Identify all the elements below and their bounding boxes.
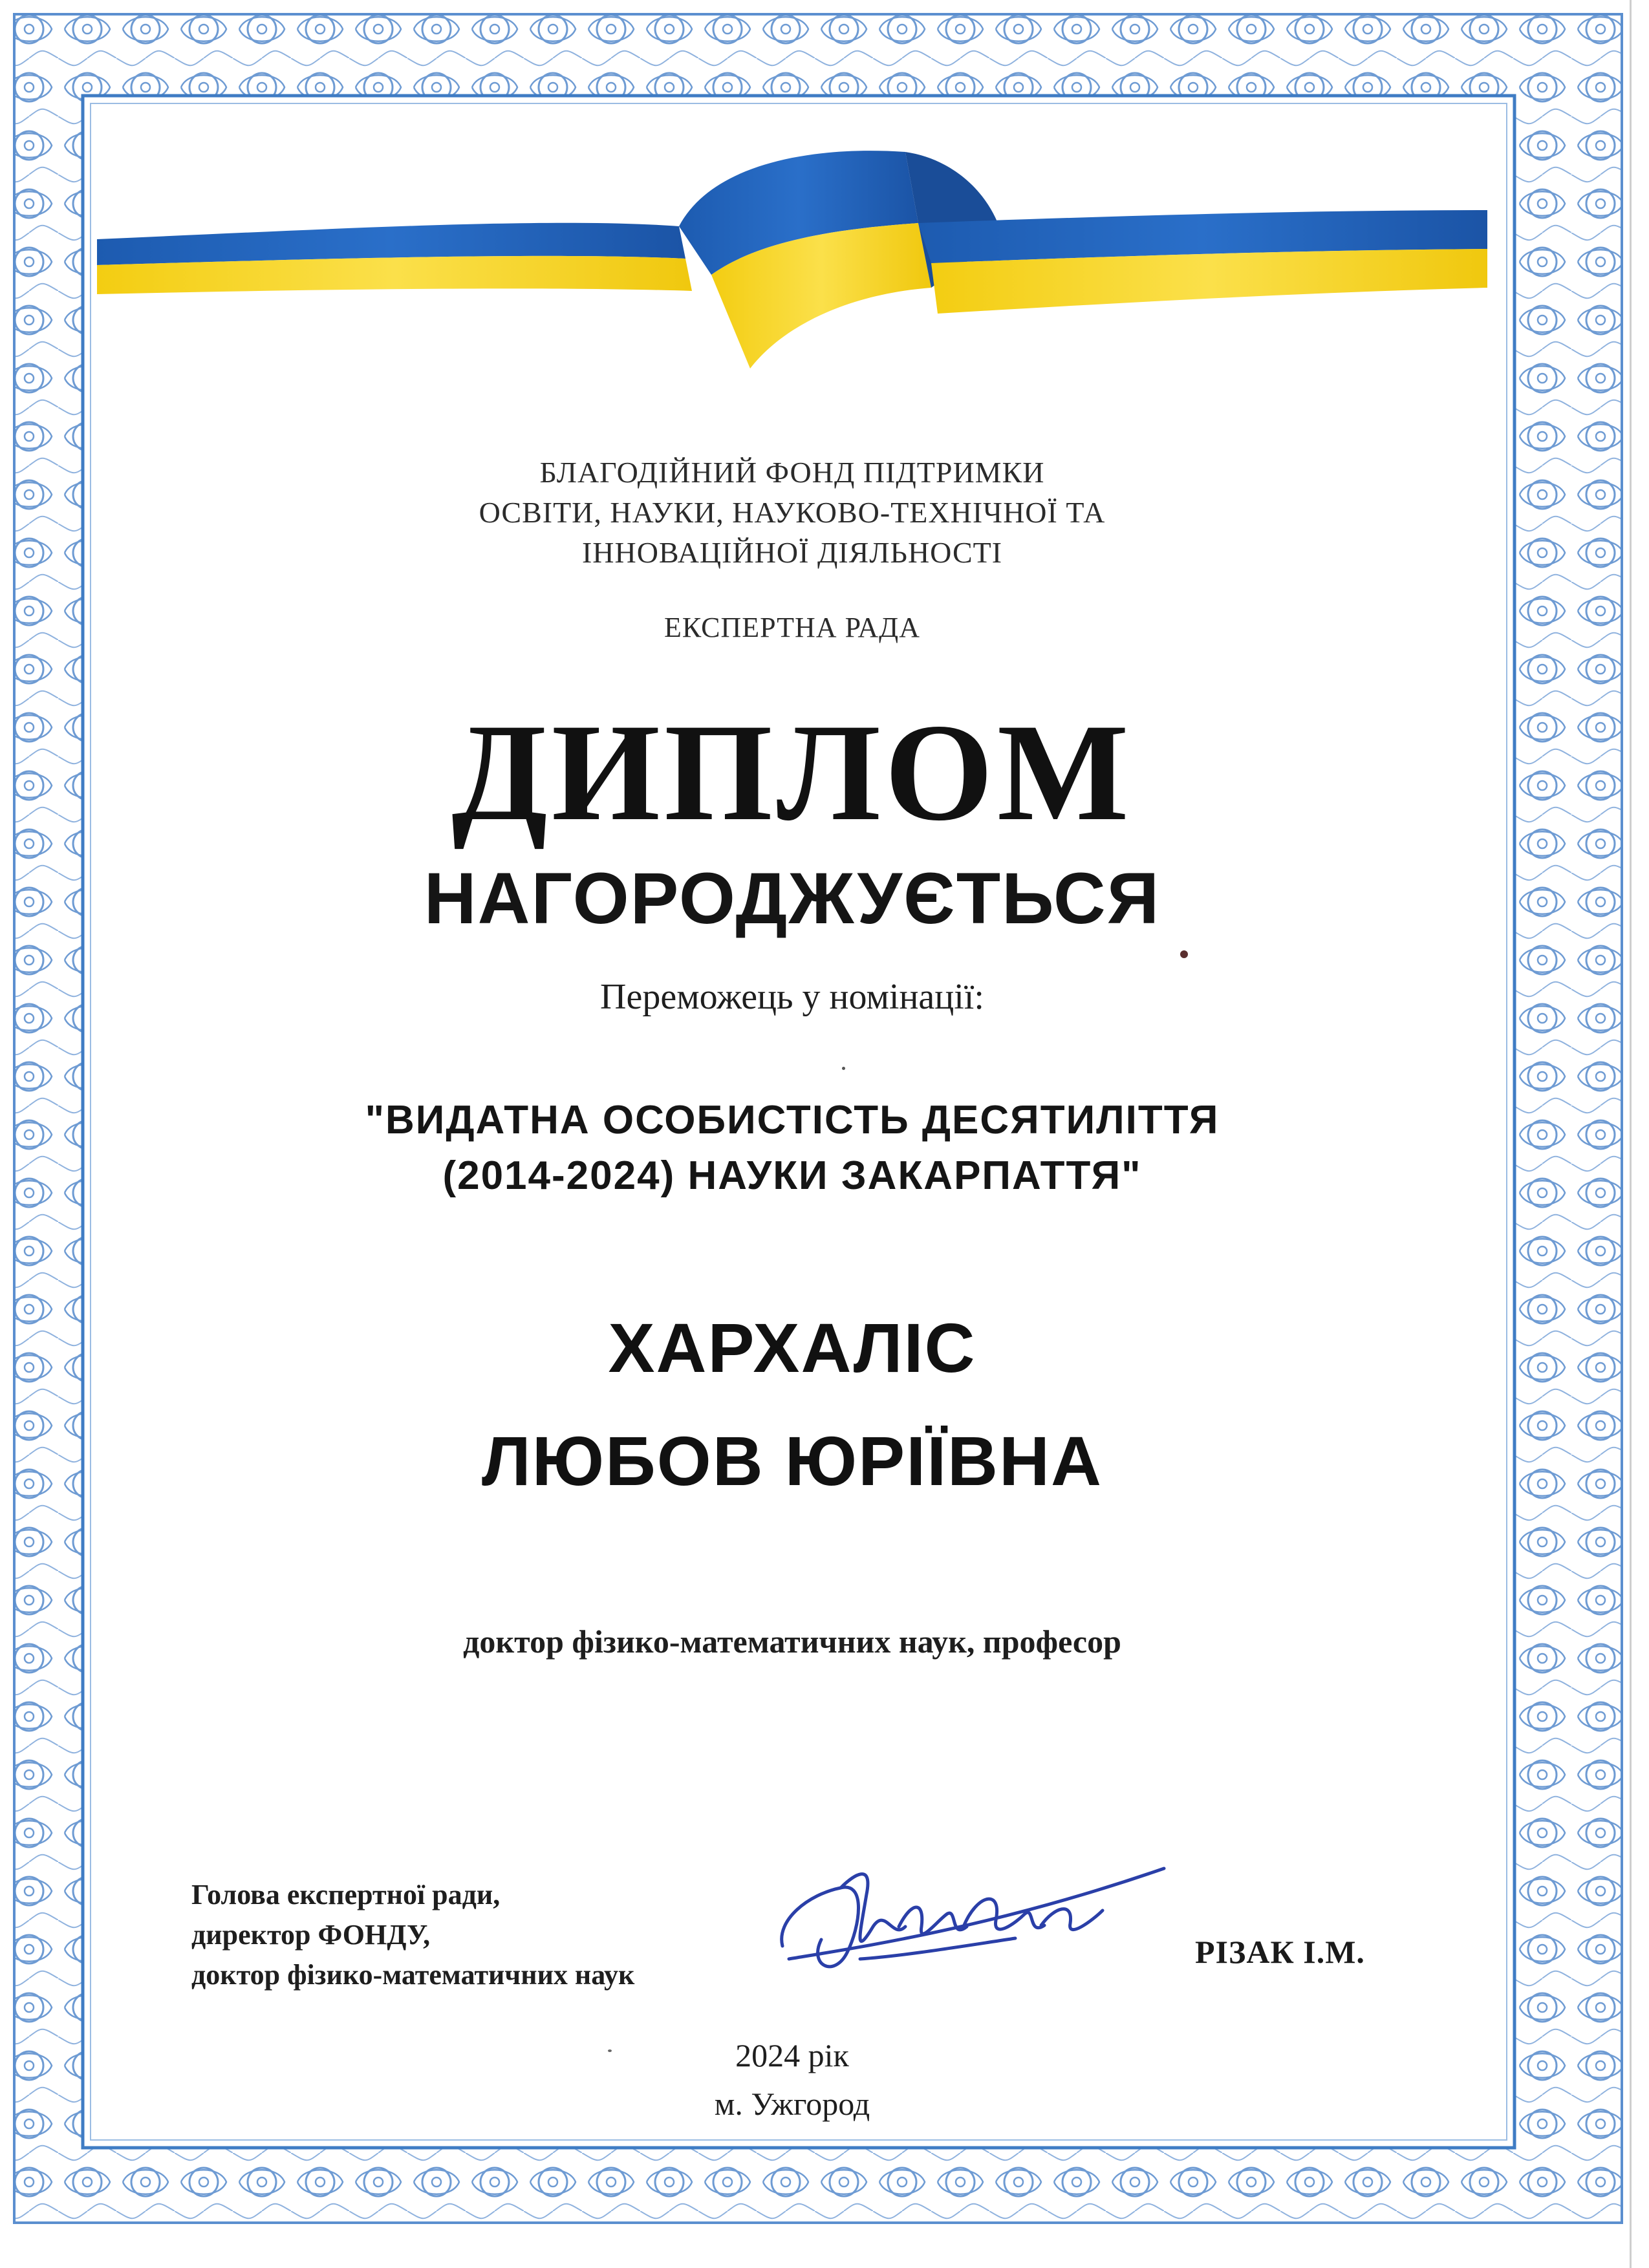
- recipient-given-names: ЛЮБОВ ЮРІЇВНА: [482, 1422, 1103, 1500]
- scan-speck: [1180, 950, 1188, 958]
- organization-line: ОСВІТИ, НАУКИ, НАУКОВО-ТЕХНІЧНОЇ ТА: [479, 496, 1106, 529]
- nomination-title: [97, 1093, 1487, 1204]
- issue-city: м. Ужгород: [714, 2086, 870, 2122]
- scan-speck: [842, 1067, 845, 1070]
- signer-name: РІЗАК І.М.: [1195, 1934, 1365, 1970]
- winner-label: Переможець у номінації:: [600, 977, 984, 1017]
- signer-roles: [191, 1875, 773, 1995]
- issue-year: 2024 рік: [735, 2037, 849, 2073]
- nomination-line: (2014-2024) НАУКИ ЗАКАРПАТТЯ": [442, 1153, 1142, 1198]
- signer-role-line: доктор фізико-математичних наук: [191, 1959, 635, 1991]
- recipient-name: [97, 1309, 1487, 1500]
- signer-role-line: директор ФОНДУ,: [191, 1919, 431, 1951]
- handwritten-signature: [770, 1849, 1183, 1998]
- diploma-title: ДИПЛОМ: [451, 695, 1133, 850]
- nomination-line: "ВИДАТНА ОСОБИСТІСТЬ ДЕСЯТИЛІТТЯ: [365, 1098, 1220, 1142]
- scan-speck: [608, 2049, 612, 2052]
- recipient-surname: ХАРХАЛІС: [608, 1309, 976, 1387]
- organization-line: БЛАГОДІЙНИЙ ФОНД ПІДТРИМКИ: [539, 456, 1045, 489]
- organization-header: [97, 453, 1487, 573]
- flag-ribbon: [97, 120, 1487, 391]
- awarded-label: НАГОРОДЖУЄТЬСЯ: [424, 858, 1161, 939]
- expert-council-label: ЕКСПЕРТНА РАДА: [664, 612, 920, 643]
- organization-line: ІННОВАЦІЙНОЇ ДІЯЛЬНОСТІ: [581, 536, 1003, 569]
- recipient-degree: доктор фізико-математичних наук, професор: [463, 1623, 1121, 1660]
- signer-role-line: Голова експертної ради,: [191, 1879, 501, 1910]
